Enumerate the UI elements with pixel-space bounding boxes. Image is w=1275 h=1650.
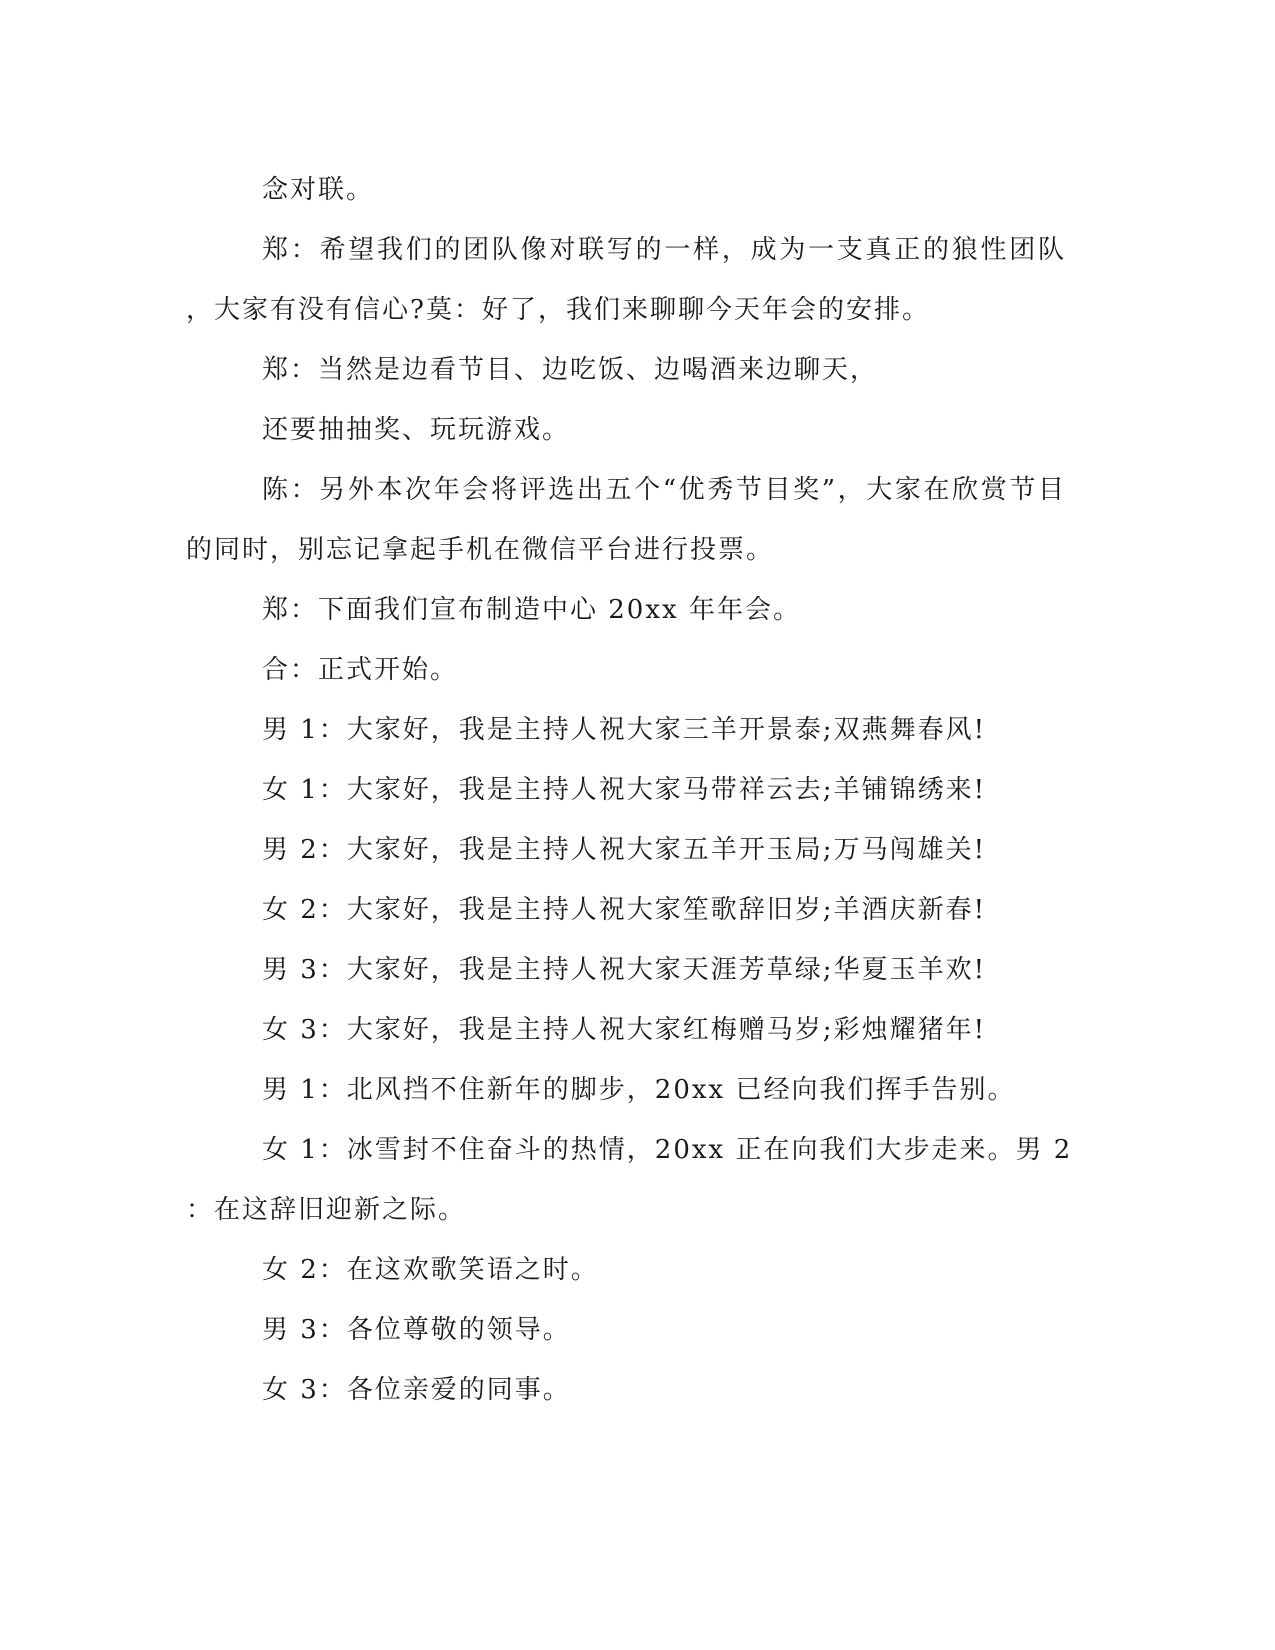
text-line: 女 1：大家好，我是主持人祝大家马带祥云去;羊铺锦绣来!: [262, 775, 987, 805]
text-line: 郑：下面我们宣布制造中心 20xx 年年会。: [262, 595, 801, 625]
text-line: 女 2：在这欢歌笑语之时。: [262, 1255, 599, 1285]
text-line: 念对联。: [262, 175, 375, 205]
text-line: 郑：当然是边看节目、边吃饭、边喝酒来边聊天，: [262, 355, 879, 385]
text-line: 女 2：大家好，我是主持人祝大家笙歌辞旧岁;羊酒庆新春!: [262, 895, 987, 925]
text-line: 男 3：各位尊敬的领导。: [262, 1315, 571, 1345]
text-line: 的同时，别忘记拿起手机在微信平台进行投票。: [186, 535, 775, 565]
text-line: 男 1：大家好，我是主持人祝大家三羊开景泰;双燕舞春风!: [262, 715, 987, 745]
text-line: 女 1：冰雪封不住奋斗的热情，20xx 正在向我们大步走来。男 2: [262, 1135, 1073, 1165]
document-body: [186, 160, 1073, 1420]
text-line: 男 2：大家好，我是主持人祝大家五羊开玉局;万马闯雄关!: [262, 835, 987, 865]
text-line: 合：正式开始。: [262, 655, 459, 685]
text-line: 男 1：北风挡不住新年的脚步，20xx 已经向我们挥手告别。: [262, 1075, 1016, 1105]
text-line: ：在这辞旧迎新之际。: [186, 1195, 467, 1225]
text-line: 郑：希望我们的团队像对联写的一样，成为一支真正的狼性团队: [262, 235, 1066, 265]
text-line: 男 3：大家好，我是主持人祝大家天涯芳草绿;华夏玉羊欢!: [262, 955, 987, 985]
text-line: 女 3：大家好，我是主持人祝大家红梅赠马岁;彩烛耀猪年!: [262, 1015, 987, 1045]
text-line: 女 3：各位亲爱的同事。: [262, 1375, 571, 1405]
text-line: 还要抽抽奖、玩玩游戏。: [262, 415, 571, 445]
text-line: 陈：另外本次年会将评选出五个“优秀节目奖”，大家在欣赏节目: [262, 475, 1066, 505]
text-line: ，大家有没有信心?莫：好了，我们来聊聊今天年会的安排。: [186, 295, 930, 325]
